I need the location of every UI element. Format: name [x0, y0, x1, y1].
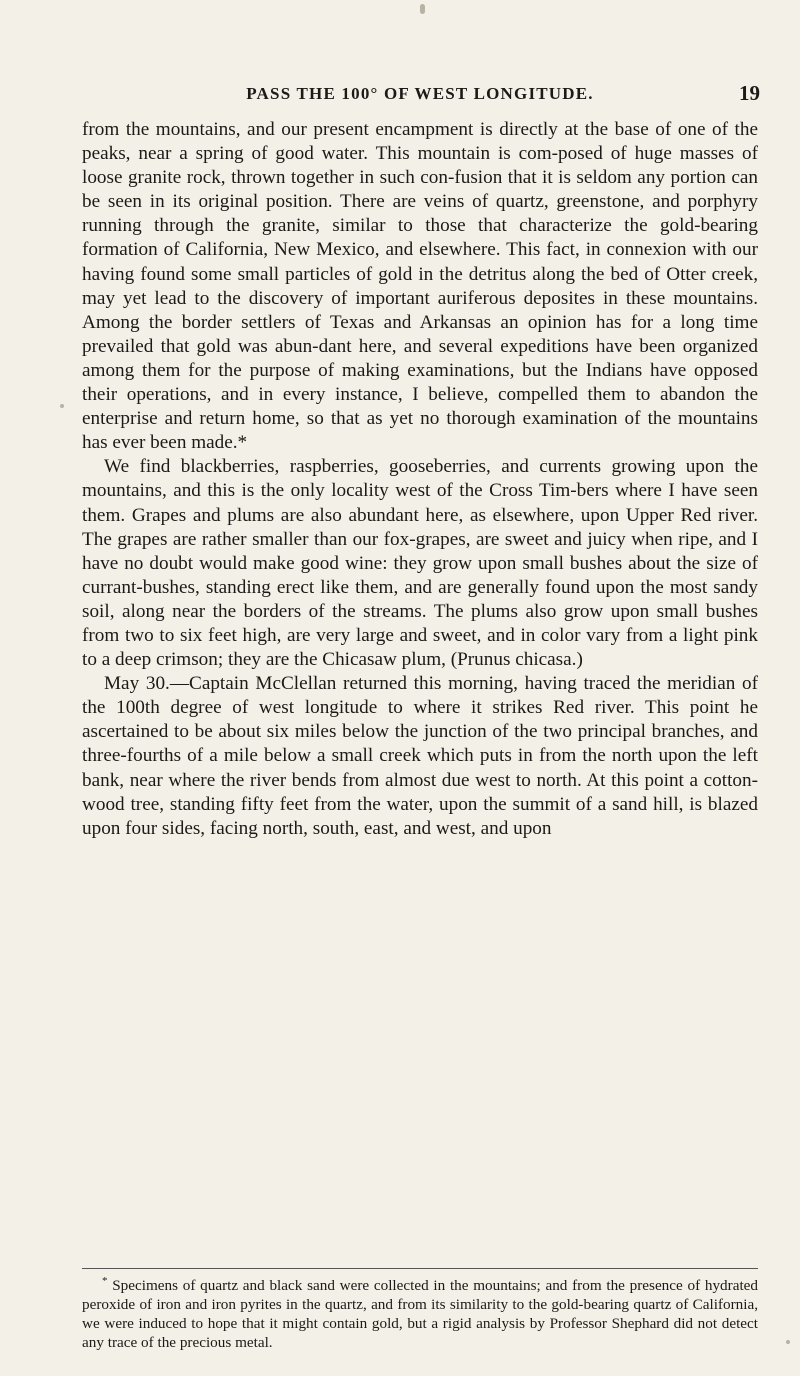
paragraph-may-30: May 30.—Captain McClellan returned this morning, having traced the meridian of the 100th degree of west longitude to where it strikes Red river. This point he ascertained to be about six miles below the junction of the two principal branches, and three-fourths of a mile below a small creek which puts in from the north upon the left bank, near where the river bends from almost due west to north. At this point a cotton-wood tree, standing fifty feet from the water, upon the summit of a sand hill, is blazed upon four sides, facing north, south, east, and west, and upon	[82, 673, 758, 839]
footnote-text: Specimens of quartz and black sand were collected in the mountains; and from the presence of hydrated peroxide of iron and iron pyrites in the quartz, and from its similarity to the gold-bearing quartz of California, we were induced to hope that it might contain gold, but a rigid analysis by Professor Shephard did not detect any trace of the precious metal.	[82, 1277, 758, 1351]
footnote-mark: *	[102, 1274, 108, 1287]
page-number: 19	[739, 81, 760, 105]
running-head: PASS THE 100° OF WEST LONGITUDE.	[246, 84, 594, 103]
paper-blemish-top	[420, 4, 425, 14]
paper-blemish-bottom	[786, 1340, 790, 1344]
paper-blemish-margin	[60, 404, 64, 408]
footnote	[82, 1276, 758, 1352]
footnote-divider	[82, 1268, 758, 1269]
paragraph-continued: from the mountains, and our present encampment is directly at the base of one of the peaks, near a spring of good water. This mountain is com-posed of huge masses of loose granite rock, thrown together in such con-fusion that it is seldom any portion can be seen in its original position. There are veins of quartz, greenstone, and porphyry running through the granite, similar to those that characterize the gold-bearing formation of California, New Mexico, and elsewhere. This fact, in connexion with our having found some small particles of gold in the detritus along the bed of Otter creek, may yet lead to the discovery of important auriferous deposites in these mountains. Among the border settlers of Texas and Arkansas an opinion has for a long time prevailed that gold was abun-dant here, and several expeditions have been organized among them for the purpose of making examinations, but the Indians have opposed their operations, and in every instance, I believe, compelled them to abandon the enterprise and return home, so that as yet no thorough examination of the mountains has ever been made.*	[82, 119, 758, 454]
page-header	[80, 81, 760, 108]
body-text	[82, 118, 758, 841]
paragraph-berries: We find blackberries, raspberries, gooseberries, and currents growing upon the mountains, and this is the only locality west of the Cross Tim-bers where I have seen them. Grapes and plums are also abundant here, as elsewhere, upon Upper Red river. The grapes are rather smaller than our fox-grapes, are sweet and juicy when ripe, and I have no doubt would make good wine: they grow upon small bushes about the size of currant-bushes, standing erect like them, and are generally found upon the most sandy soil, along near the borders of the streams. The plums also grow upon small bushes from two to six feet high, are very large and sweet, and in color vary from a light pink to a deep crimson; they are the Chicasaw plum, (Prunus chicasa.)	[82, 456, 758, 671]
